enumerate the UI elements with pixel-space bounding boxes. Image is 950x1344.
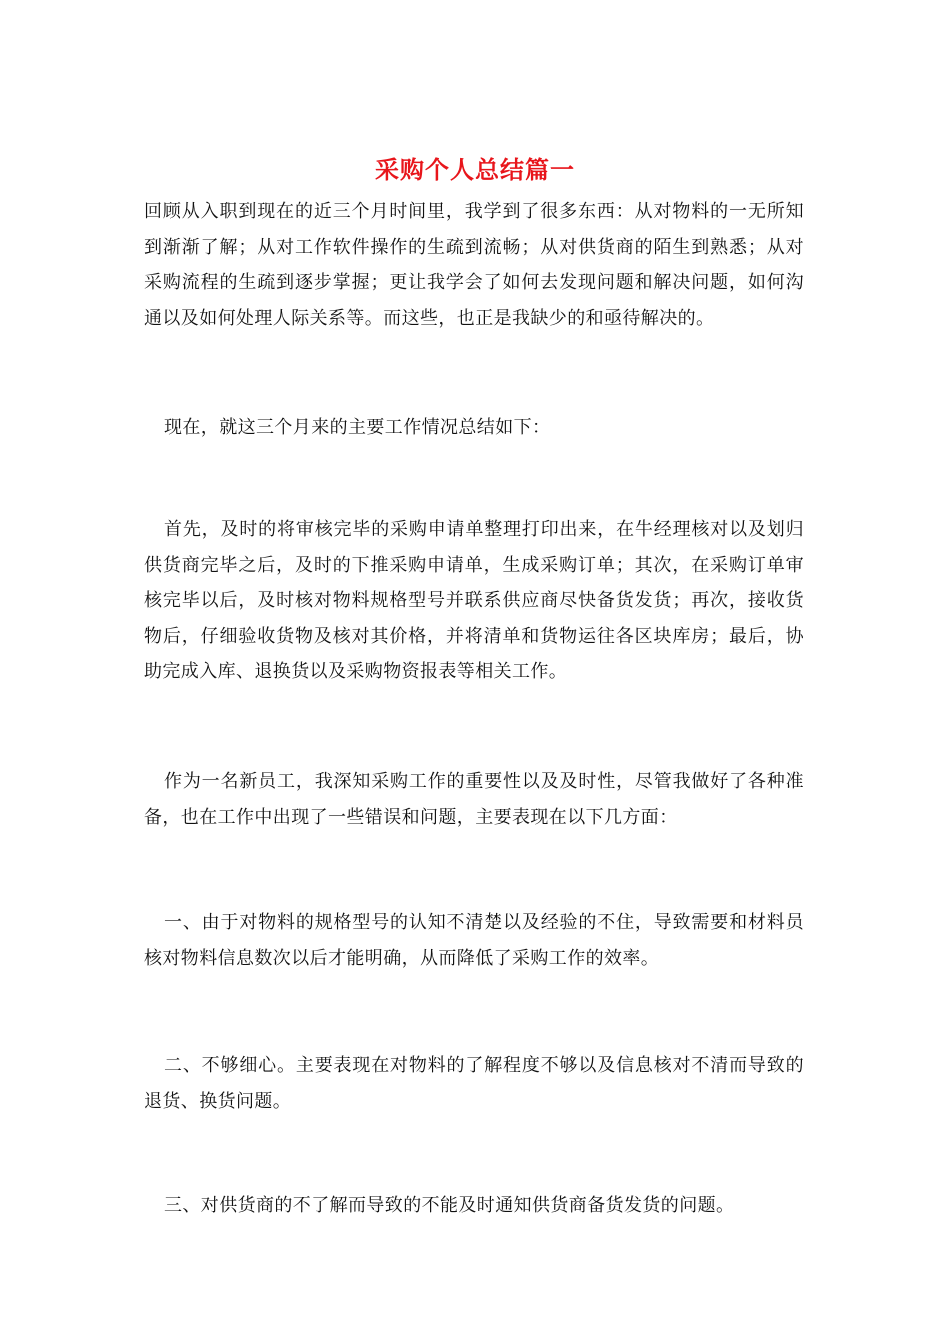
paragraph-problem-one: 一、由于对物料的规格型号的认知不清楚以及经验的不住，导致需要和材料员核对物料信息数次以后才能明确，从而降低了采购工作的效率。 xyxy=(144,912,804,969)
paragraph-problem-three: 三、对供货商的不了解而导致的不能及时通知供货商备货发货的问题。 xyxy=(164,1195,735,1216)
paragraph-summary-intro: 现在，就这三个月来的主要工作情况总结如下： xyxy=(164,417,551,438)
paragraph-work-details: 首先，及时的将审核完毕的采购申请单整理打印出来，在牛经理核对以及划归供货商完毕之后，及时的下推采购申请单，生成采购订单；其次，在采购订单审核完毕以后，及时核对物料规格型号并联系供应商尽快备货发货；再次，接收货物后，仔细验收货物及核对其价格，并将清单和货物运往各区块库房；最后，协助完成入库、退换货以及采购物资报表等相关工作。 xyxy=(144,519,804,682)
paragraph-problem-two: 二、不够细心。主要表现在对物料的了解程度不够以及信息核对不清而导致的退货、换货问题。 xyxy=(144,1055,804,1112)
document-title: 采购个人总结篇一 xyxy=(375,155,575,184)
paragraph-problems-intro: 作为一名新员工，我深知采购工作的重要性以及及时性，尽管我做好了各种准备，也在工作中出现了一些错误和问题，主要表现在以下几方面： xyxy=(144,771,804,828)
paragraph-review: 回顾从入职到现在的近三个月时间里，我学到了很多东西：从对物料的一无所知到渐渐了解；从对工作软件操作的生疏到流畅；从对供货商的陌生到熟悉；从对采购流程的生疏到逐步掌握；更让我学会了如何去发现问题和解决问题，如何沟通以及如何处理人际关系等。而这些，也正是我缺少的和亟待解决的。 xyxy=(144,201,804,329)
